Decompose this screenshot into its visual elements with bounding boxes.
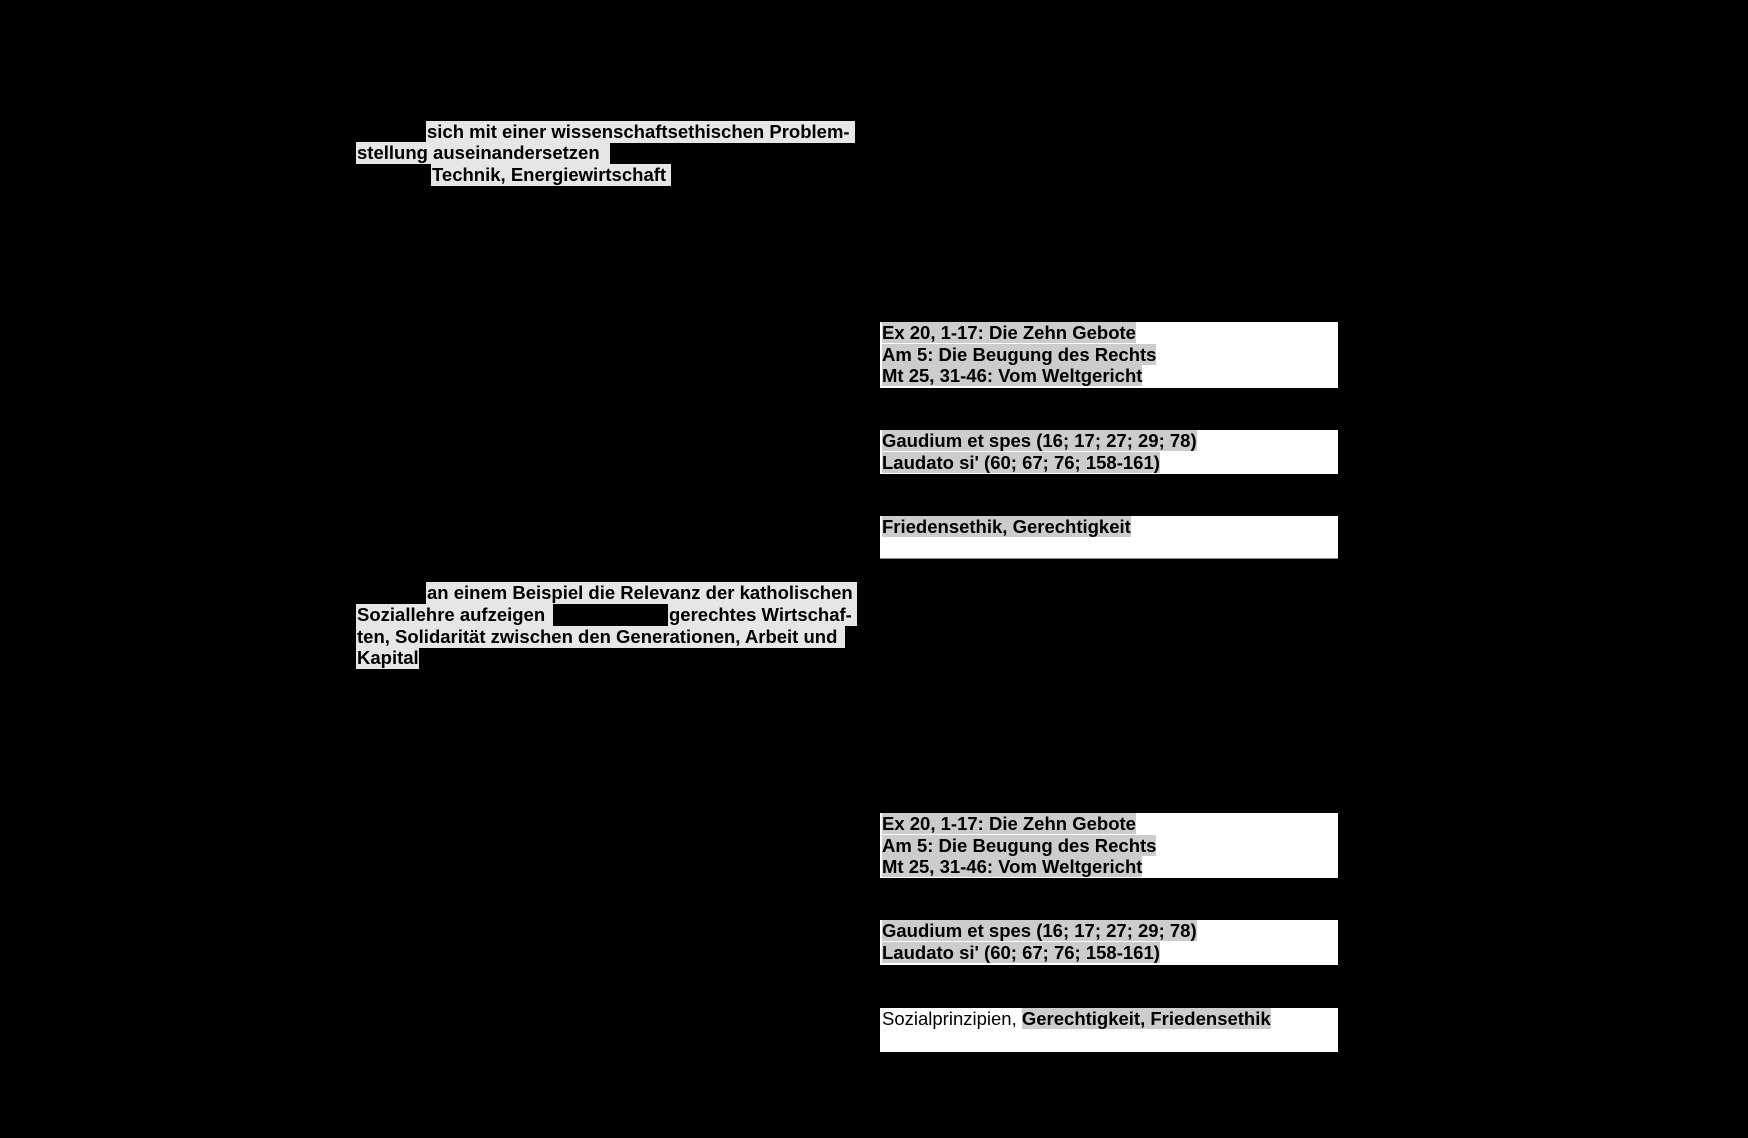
concepts-box xyxy=(880,516,1338,559)
text-line: stellung auseinandersetzen xyxy=(356,142,610,164)
text-line: sich mit einer wissenschaftsethischen Problem- xyxy=(426,121,855,143)
concept-text: Gerechtigkeit, Friedensethik xyxy=(1021,1008,1271,1029)
text-line: Soziallehre aufzeigen xyxy=(356,604,553,626)
bible-references-box xyxy=(880,322,1338,388)
reference-text: Laudato si' (60; 67; 76; 158-161) xyxy=(882,941,1160,963)
church-documents-box xyxy=(880,430,1338,474)
concept-plain-text: Sozialprinzipien, xyxy=(882,1008,1022,1029)
text-line: Kapital xyxy=(357,647,419,668)
concepts-box xyxy=(880,1008,1338,1052)
reference-text: Ex 20, 1-17: Die Zehn Gebote xyxy=(882,322,1136,343)
reference-text: Gaudium et spes (16; 17; 27; 29; 78) xyxy=(882,920,1197,941)
church-documents-box xyxy=(880,920,1338,965)
reference-text: Ex 20, 1-17: Die Zehn Gebote xyxy=(882,813,1136,834)
reference-text: Gaudium et spes (16; 17; 27; 29; 78) xyxy=(882,430,1197,451)
concept-text: Friedensethik, Gerechtigkeit xyxy=(882,516,1131,537)
reference-text: Laudato si' (60; 67; 76; 158-161) xyxy=(882,451,1160,473)
text-line: an einem Beispiel die Relevanz der katholischen xyxy=(426,582,857,604)
text-line: Technik, Energiewirtschaft xyxy=(431,164,671,186)
reference-text: Mt 25, 31-46: Vom Weltgericht xyxy=(882,856,1143,877)
bible-references-box xyxy=(880,813,1338,878)
text-line: gerechtes Wirtschaf- xyxy=(668,604,857,626)
reference-text: Am 5: Die Beugung des Rechts xyxy=(882,834,1157,856)
text-line: ten, Solidarität zwischen den Generationen, Arbeit und xyxy=(356,626,845,648)
reference-text: Am 5: Die Beugung des Rechts xyxy=(882,343,1157,365)
reference-text: Mt 25, 31-46: Vom Weltgericht xyxy=(882,365,1143,386)
